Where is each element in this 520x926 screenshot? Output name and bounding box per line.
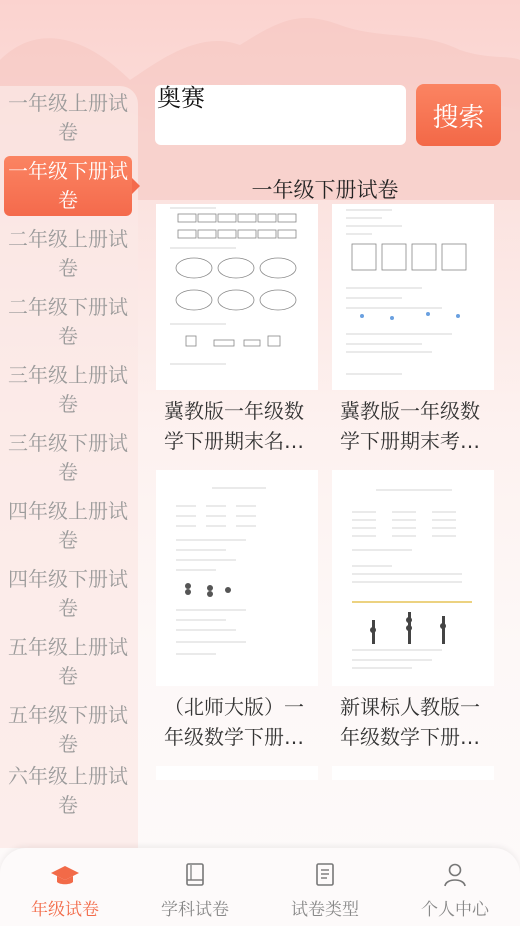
paper-title: 冀教版一年级数学下册期末名…: [164, 399, 304, 453]
paper-title: 冀教版一年级数学下册期末考…: [340, 399, 480, 453]
sidebar-item-grade1-vol2[interactable]: [4, 156, 132, 216]
paper-card-partial: [332, 766, 494, 780]
paper-thumbnail: [156, 470, 318, 686]
sidebar-item-grade4-vol1[interactable]: [4, 496, 132, 556]
section-title: 一年级下册试卷: [251, 178, 399, 202]
sidebar-item-label: 二年级下册试卷: [8, 295, 128, 348]
sidebar-item-label: 一年级上册试卷: [8, 91, 128, 144]
person-icon: [440, 862, 470, 888]
paper-card-partial: [156, 766, 318, 780]
sidebar-item-label: 三年级上册试卷: [8, 363, 128, 416]
sidebar-item-grade4-vol2[interactable]: [4, 564, 132, 624]
sidebar-item-grade2-vol1[interactable]: [4, 224, 132, 284]
tab-label: 学科试卷: [161, 900, 229, 920]
sidebar-item-grade3-vol2[interactable]: [4, 428, 132, 488]
tab-profile[interactable]: [390, 848, 520, 926]
sidebar-item-grade6-vol1[interactable]: [4, 764, 132, 817]
paper-title: （北师大版）一年级数学下册…: [164, 695, 304, 749]
paper-card[interactable]: [156, 204, 318, 456]
paper-title: 新课标人教版一年级数学下册…: [340, 695, 480, 749]
paper-card[interactable]: [156, 470, 318, 752]
sidebar-item-grade5-vol1[interactable]: [4, 632, 132, 692]
document-icon: [310, 862, 340, 888]
bottom-tab-bar: [0, 848, 520, 926]
sidebar-item-label: 三年级下册试卷: [8, 431, 128, 484]
sidebar-item-label: 一年级下册试卷: [8, 159, 128, 212]
paper-card[interactable]: [332, 470, 494, 752]
grade-sidebar: [0, 86, 138, 848]
graduation-cap-icon: [50, 862, 80, 888]
book-icon: [180, 862, 210, 888]
tab-subject-papers[interactable]: [130, 848, 260, 926]
tab-paper-types[interactable]: [260, 848, 390, 926]
sidebar-item-label: 六年级上册试卷: [8, 764, 128, 817]
sidebar-item-label: 二年级上册试卷: [8, 227, 128, 280]
sidebar-item-grade1-vol1[interactable]: [4, 88, 132, 148]
tab-label: 年级试卷: [31, 900, 99, 920]
tab-label: 试卷类型: [291, 900, 359, 920]
paper-card[interactable]: [332, 204, 494, 456]
paper-thumbnail: [156, 204, 318, 390]
sidebar-item-label: 五年级上册试卷: [8, 635, 128, 688]
sidebar-item-label: 四年级上册试卷: [8, 499, 128, 552]
search-input[interactable]: 奥赛: [155, 85, 406, 145]
sidebar-item-grade2-vol2[interactable]: [4, 292, 132, 352]
paper-thumbnail: [332, 470, 494, 686]
sidebar-item-grade3-vol1[interactable]: [4, 360, 132, 420]
sidebar-item-grade5-vol2[interactable]: [4, 700, 132, 760]
sidebar-item-label: 五年级下册试卷: [8, 703, 128, 756]
paper-thumbnail: [332, 204, 494, 390]
search-button[interactable]: 搜索: [416, 84, 501, 146]
sidebar-item-label: 四年级下册试卷: [8, 567, 128, 620]
tab-grade-papers[interactable]: [0, 848, 130, 926]
tab-label: 个人中心: [421, 900, 489, 920]
